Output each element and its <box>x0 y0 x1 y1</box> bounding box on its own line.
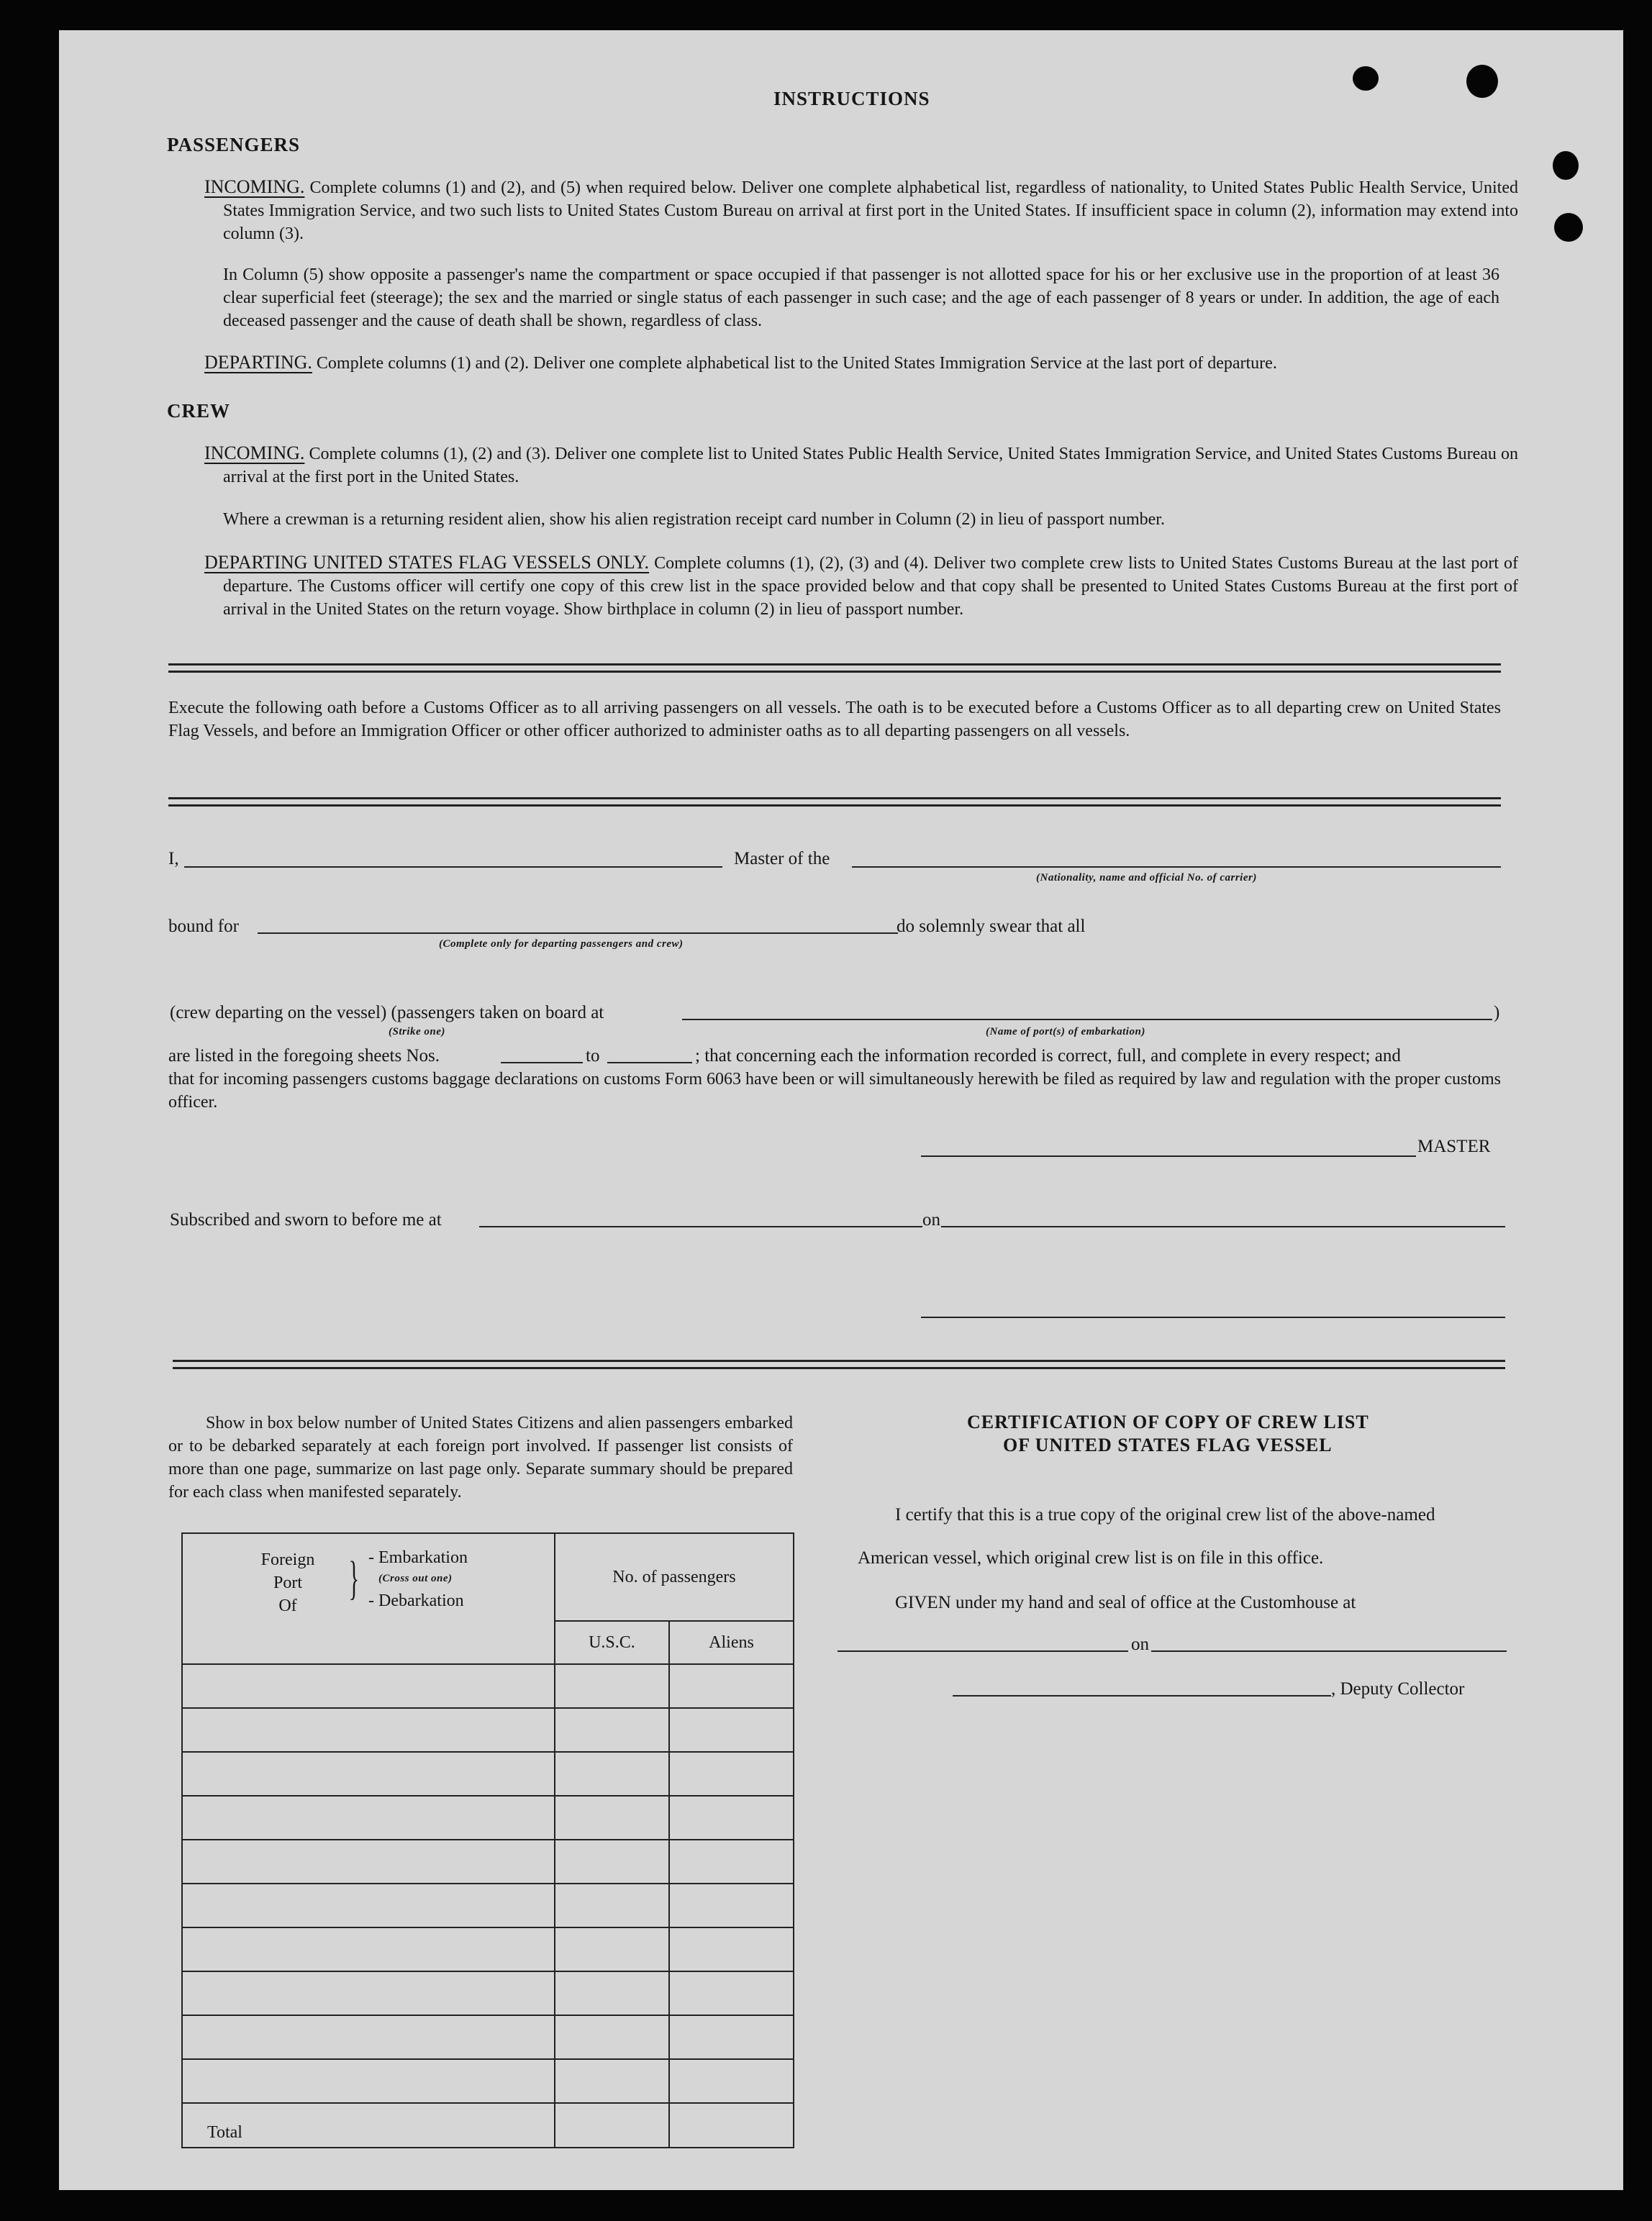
crew-incoming-label: INCOMING. <box>204 442 305 463</box>
section-divider <box>173 1360 1505 1369</box>
table-row <box>182 1840 794 1884</box>
foreign-label: Foreign <box>260 1550 315 1569</box>
no-of-passengers-header: No. of passengers <box>555 1533 794 1621</box>
certify-line-1: I certify that this is a true copy of the original crew list of the above-named <box>895 1505 1435 1525</box>
aliens-cell[interactable] <box>669 1927 794 1971</box>
crew-resident-paragraph: Where a crewman is a returning resident alien, show his alien registration receipt card number in Column (2) in lieu of passport number. <box>223 510 1165 529</box>
port-cell[interactable] <box>182 1927 555 1971</box>
aliens-cell[interactable] <box>669 2059 794 2103</box>
aliens-cell[interactable] <box>669 2015 794 2059</box>
usc-cell[interactable] <box>555 1884 669 1927</box>
passengers-incoming-label: INCOMING. <box>204 176 305 197</box>
usc-cell[interactable] <box>555 2015 669 2059</box>
total-text: Total <box>207 2123 242 2142</box>
passengers-heading: PASSENGERS <box>167 134 301 155</box>
punch-hole <box>1353 66 1379 91</box>
officer-signature-field[interactable] <box>921 1317 1505 1318</box>
usc-cell[interactable] <box>555 2059 669 2103</box>
usc-cell[interactable] <box>555 1708 669 1752</box>
master-name-field[interactable] <box>184 866 722 868</box>
deputy-collector-label: , Deputy Collector <box>1331 1679 1465 1699</box>
subscribed-label: Subscribed and sworn to before me at <box>170 1210 442 1230</box>
port-cell[interactable] <box>182 1752 555 1796</box>
table-row <box>182 2059 794 2103</box>
nationality-caption: (Nationality, name and official No. of carrier) <box>1036 872 1257 884</box>
total-label <box>182 2103 555 2148</box>
table-row <box>182 1752 794 1796</box>
port-cell[interactable] <box>182 2015 555 2059</box>
deputy-signature-field[interactable] <box>953 1695 1331 1697</box>
aliens-cell[interactable] <box>669 1796 794 1840</box>
aliens-cell[interactable] <box>669 1752 794 1796</box>
punch-hole <box>1553 151 1579 180</box>
table-row <box>182 1708 794 1752</box>
passengers-departing-text: Complete columns (1) and (2). Deliver one complete alphabetical list to the United States Immigration Service at the last port of departure. <box>316 354 1277 373</box>
usc-cell[interactable] <box>555 1971 669 2015</box>
page-title: INSTRUCTIONS <box>773 88 930 109</box>
crew-departing-label: (crew departing on the vessel) (passengers taken on board at <box>170 1003 604 1022</box>
master-of-the-label: Master of the <box>734 849 830 868</box>
cross-out-caption: (Cross out one) <box>378 1573 453 1584</box>
table-row <box>182 1664 794 1708</box>
bound-for-field[interactable] <box>258 932 898 934</box>
usc-header: U.S.C. <box>555 1621 669 1664</box>
certify-line-2: American vessel, which original crew list is on file in this office. <box>858 1548 1324 1568</box>
crew-incoming-paragraph <box>204 442 1518 489</box>
sworn-place-field[interactable] <box>479 1226 922 1227</box>
sheets-pre-label: are listed in the foregoing sheets Nos. <box>168 1046 440 1066</box>
port-cell[interactable] <box>182 2059 555 2103</box>
port-cell[interactable] <box>182 1664 555 1708</box>
table-row <box>182 1971 794 2015</box>
certification-date-field[interactable] <box>1151 1650 1507 1652</box>
crew-incoming-text: Complete columns (1), (2) and (3). Deliver one complete list to United States Public Health Service, United States Immigration Service, and United States Customs Bureau on arrival at the first port in the United States. <box>223 445 1518 486</box>
passengers-column5-paragraph: In Column (5) show opposite a passenger's name the compartment or space occupied if that passenger is not allotted space for his or her exclusive use in the proportion of at least 36 clear superficial feet (steerage); the sex and the married or single status of each passenger in such case; and the age of each passenger of 8 years or under. In addition, the age of each deceased passenger and the cause of death shall be shown, regardless of class. <box>223 265 1499 330</box>
port-label: Port <box>273 1573 302 1592</box>
sworn-on-label: on <box>922 1210 940 1230</box>
sworn-date-field[interactable] <box>941 1226 1505 1227</box>
total-usc-cell[interactable] <box>555 2103 669 2148</box>
oath-intro-paragraph: Execute the following oath before a Customs Officer as to all arriving passengers on all vessels. The oath is to be executed before a Customs Officer as to all departing crew on United States Flag Vessels, and before an Immigration Officer or other officer authorized to administer oaths as to all departing passengers on all vessels. <box>168 699 1501 740</box>
usc-cell[interactable] <box>555 1752 669 1796</box>
usc-cell[interactable] <box>555 1664 669 1708</box>
passengers-incoming-paragraph <box>204 176 1518 245</box>
sheets-to-label: to <box>586 1046 600 1066</box>
aliens-cell[interactable] <box>669 1664 794 1708</box>
punch-hole <box>1466 65 1498 98</box>
usc-cell[interactable] <box>555 1796 669 1840</box>
brace: } <box>348 1552 359 1604</box>
debarkation-label: - Debarkation <box>368 1591 464 1610</box>
aliens-header: Aliens <box>669 1621 794 1664</box>
given-line: GIVEN under my hand and seal of office at the Customhouse at <box>895 1593 1356 1612</box>
certification-on-label: on <box>1131 1635 1149 1654</box>
customhouse-field[interactable] <box>838 1650 1128 1652</box>
of-label: Of <box>278 1597 297 1615</box>
aliens-cell[interactable] <box>669 1971 794 2015</box>
punch-hole <box>1554 213 1583 242</box>
ports-caption: (Name of port(s) of embarkation) <box>986 1026 1145 1037</box>
certification-title-1: CERTIFICATION OF COPY OF CREW LIST <box>967 1412 1369 1432</box>
total-row <box>182 2103 794 2148</box>
certification-title-2: OF UNITED STATES FLAG VESSEL <box>1003 1435 1333 1455</box>
passengers-incoming-text: Complete columns (1) and (2), and (5) when required below. Deliver one complete alphabetical list, regardless of nationality, to United States Public Health Service, United States Immigration Service, and two such lists to United States Custom Bureau on arrival at first port in the United States. If insufficient space in column (2), information may extend into column (3). <box>223 178 1519 243</box>
table-row <box>182 1796 794 1840</box>
oath-continuation: that for incoming passengers customs baggage declarations on customs Form 6063 have been or will simultaneously herewith be filed as required by law and regulation with the proper customs officer. <box>168 1070 1501 1112</box>
carrier-field[interactable] <box>852 866 1501 868</box>
do-solemnly-label: do solemnly swear that all <box>897 917 1086 936</box>
crew-departing-paragraph <box>204 551 1518 621</box>
sheet-from-field[interactable] <box>501 1062 583 1063</box>
aliens-cell[interactable] <box>669 1708 794 1752</box>
ports-field[interactable] <box>682 1019 1492 1020</box>
section-divider <box>168 797 1501 807</box>
port-cell[interactable] <box>182 1884 555 1927</box>
crew-heading: CREW <box>167 400 231 422</box>
master-label: MASTER <box>1417 1137 1491 1156</box>
port-cell[interactable] <box>182 1971 555 2015</box>
crew-departing-label: DEPARTING UNITED STATES FLAG VESSELS ONLY. <box>204 552 650 573</box>
table-row <box>182 1884 794 1927</box>
port-cell[interactable] <box>182 1840 555 1884</box>
embarkation-label: - Embarkation <box>368 1548 468 1567</box>
foreign-port-header <box>182 1533 555 1664</box>
master-signature-field[interactable] <box>921 1155 1416 1157</box>
complete-only-caption: (Complete only for departing passengers and crew) <box>439 938 684 950</box>
aliens-cell[interactable] <box>669 1840 794 1884</box>
oath-i-label: I, <box>168 849 179 868</box>
aliens-cell[interactable] <box>669 1884 794 1927</box>
strike-one-caption: (Strike one) <box>389 1026 445 1037</box>
summary-intro-paragraph: Show in box below number of United States Citizens and alien passengers embarked or to be debarked separately at each foreign port involved. If passenger list consists of more than one page, summarize on last page only. Separate summary should be prepared for each class when manifested separately. <box>168 1414 793 1502</box>
usc-cell[interactable] <box>555 1840 669 1884</box>
usc-cell[interactable] <box>555 1927 669 1971</box>
sheet-to-field[interactable] <box>607 1062 692 1063</box>
total-aliens-cell[interactable] <box>669 2103 794 2148</box>
table-row <box>182 1927 794 1971</box>
table-row <box>182 2015 794 2059</box>
port-cell[interactable] <box>182 1796 555 1840</box>
passengers-departing-paragraph <box>204 351 1499 375</box>
passenger-summary-table <box>181 1532 794 2148</box>
passengers-departing-label: DEPARTING. <box>204 352 312 373</box>
crew-departing-text: Complete columns (1), (2), (3) and (4). Deliver two complete crew lists to United States Customs Bureau at the last port of departure. The Customs officer will certify one copy of this crew list in the space provided below and that copy shall be presented to United States Customs Bureau at the first port of arrival in the United States on the return voyage. Show birthplace in column (2) in lieu of passport number. <box>223 554 1518 619</box>
section-divider <box>168 663 1501 673</box>
bound-for-label: bound for <box>168 917 239 936</box>
port-cell[interactable] <box>182 1708 555 1752</box>
close-paren: ) <box>1494 1003 1500 1022</box>
sheets-post-label: ; that concerning each the information recorded is correct, full, and complete in every respect; and <box>695 1046 1401 1066</box>
